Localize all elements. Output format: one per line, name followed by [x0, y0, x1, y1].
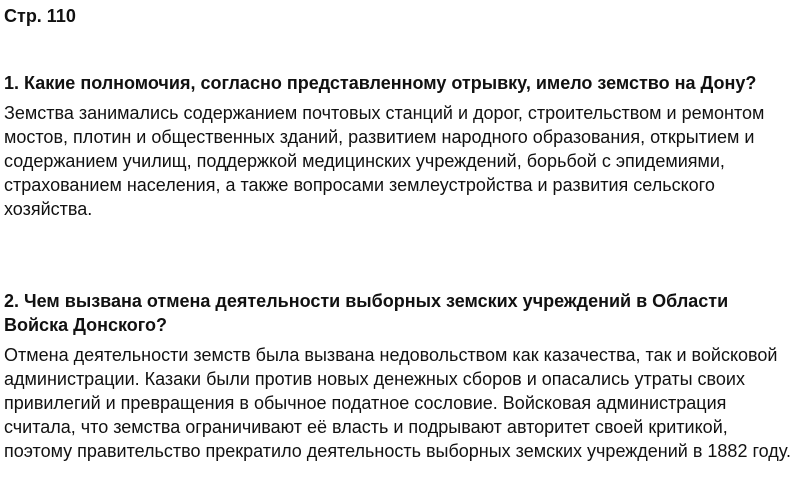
question-heading-2: 2. Чем вызвана отмена деятельности выборных земских учреждений в Области Войска Донского?: [4, 291, 729, 335]
question-heading-1: 1. Какие полномочия, согласно представленному отрывку, имело земство на Дону?: [4, 73, 757, 93]
question-block-1: [4, 71, 796, 221]
page-number: Стр. 110: [4, 6, 76, 26]
answer-text-2: Отмена деятельности земств была вызвана недовольством как казачества, так и войсковой администрации. Казаки были против новых денежных сборов и опасались утраты своих привилегий и превращения в обычное податное сословие. Войсковая администрация считала, что земства ограничивают её власть и подрывают авторитет своей критикой, поэтому правительство прекратило деятельность выборных земских учреждений в 1882 году.: [4, 345, 791, 461]
answer-text-1: Земства занимались содержанием почтовых станций и дорог, строительством и ремонтом мостов, плотин и общественных зданий, развитием народного образования, открытием и содержанием училищ, поддержкой медицинских учреждений, борьбой с эпидемиями, страхованием населения, а также вопросами землеустройства и развития сельского хозяйства.: [4, 103, 765, 219]
question-block-2: [4, 289, 796, 463]
